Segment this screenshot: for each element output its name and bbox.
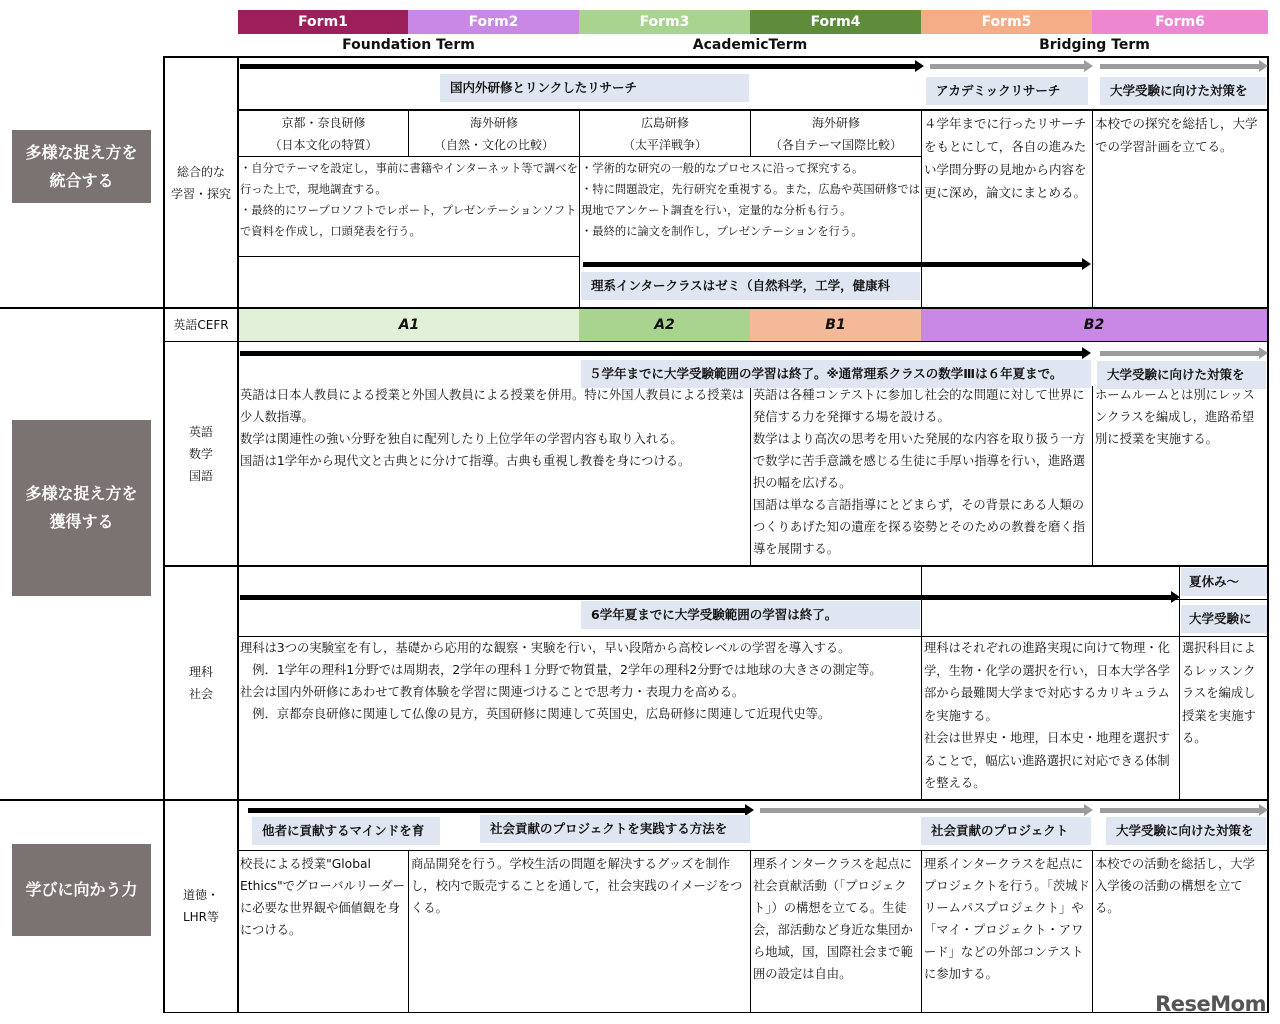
trip-hiroshima: 広島研修 （太平洋戦争） — [622, 116, 707, 152]
banner-science-seminar: 理系インタークラスはゼミ（自然科学，工学，健康科 — [581, 272, 920, 300]
arrow — [930, 64, 1085, 69]
banner-core-exam: 大学受験に向けた対策を — [1097, 361, 1266, 389]
cefr-b1: B1 — [750, 309, 921, 341]
banner-project: 社会貢献のプロジェクト — [921, 817, 1091, 845]
section-learn: 学びに向かう力 — [12, 844, 151, 936]
arrow — [240, 351, 1083, 356]
grid-line — [921, 850, 922, 1013]
banner-exam: 大学受験に向けた対策を — [1100, 77, 1266, 105]
cefr-a1: A1 — [239, 309, 579, 341]
grid-line — [921, 566, 922, 800]
science-desc-right: 選択科目によるレッスンクラスを編成し授業を実施する。 — [1182, 641, 1256, 745]
row-label-cefr: 英語CEFR — [173, 318, 229, 332]
grid-line — [408, 850, 409, 1013]
section-integrate: 多様な捉え方を 統合する — [12, 130, 151, 203]
banner-mind: 他者に貢献するマインドを育 — [252, 817, 440, 845]
row-label-inquiry: 総合的な 学習・探究 — [170, 165, 231, 201]
core-desc-left: 英語は日本人教員による授業と外国人教員による授業を併用。特に外国人教員による授業は少人数指導。 数学は関連性の強い分野を独自に配列したり上位学年の学習内容も取り入れる。 国語は1学年から現代文と古典とに分けて指導。古典も重視し教養を身につける。 — [240, 388, 745, 468]
grid-line — [0, 799, 1268, 801]
core-desc-right: ホームルームとは別にレッスンクラスを編成し，進路希望別に授業を実施する。 — [1095, 388, 1255, 446]
banner-core-main: ５学年までに大学受験範囲の学習は終了。※通常理系クラスの数学Ⅲは６年夏まで。 — [581, 360, 1091, 388]
form6-header: Form6 — [1092, 10, 1268, 34]
grid-line — [164, 341, 1268, 342]
cefr-a2: A2 — [579, 309, 750, 341]
form4-header: Form4 — [750, 10, 921, 34]
grid-line — [1092, 850, 1093, 1013]
grid-line — [164, 565, 1268, 567]
banner-moral-exam: 大学受験に向けた対策を — [1106, 817, 1266, 845]
moral-desc-form5: 理系インタークラスを起点にプロジェクトを行う。「茨城ドリームパスプロジェクト」や「マイ・プロジェクト・アワード」などの外部コンテストに参加する。 — [924, 857, 1090, 981]
term-foundation: Foundation Term — [342, 37, 475, 53]
grid-line — [238, 850, 1268, 851]
grid-line — [238, 109, 1268, 111]
moral-desc-form6: 本校での活動を総括し，大学入学後の活動の構想を立てる。 — [1095, 857, 1255, 915]
moral-desc-form2: 商品開発を行う。学校生活の問題を解決するグッズを制作し，校内で販売することを通して，社会実践のイメージをつくる。 — [411, 857, 743, 915]
banner-research: 国内外研修とリンクしたリサーチ — [440, 74, 749, 102]
row-label-core: 英語 数学 国語 — [188, 425, 213, 483]
banner-science-main: 6学年夏までに大学受験範囲の学習は終了。 — [581, 601, 920, 629]
arrow — [248, 808, 746, 813]
inquiry-desc-form6: 本校での探究を総括し，大学での学習計画を立てる。 — [1095, 116, 1258, 154]
banner-academic: アカデミックリサーチ — [926, 77, 1088, 105]
row-label-science: 理科 社会 — [188, 665, 213, 701]
arrow — [583, 262, 1083, 267]
banner-science-exam: 大学受験に — [1181, 605, 1267, 633]
core-desc-mid: 英語は各種コンテストに参加し社会的な問題に対して世界に発信する力を発揮する場を設ける。 数学はより高次の思考を用いた発展的な内容を取り扱う一方で数学に苦手意識を感じる生徒に手厚い指導を行い，進路選択の幅を広げる。 国語は単なる言語指導にとどまらず，その背景にある人類のつくりあげた知の遺産を探る姿勢とそのための教養を磨く指導を展開する。 — [753, 388, 1086, 556]
grid-line — [1092, 386, 1093, 566]
cefr-b2: B2 — [921, 309, 1267, 341]
form2-header: Form2 — [408, 10, 579, 34]
form5-header: Form5 — [921, 10, 1092, 34]
resemom-logo: ReseMom — [1155, 992, 1266, 1016]
arrow — [240, 64, 916, 69]
arrow — [240, 595, 1172, 600]
trip-overseas-2: 海外研修 （各自テーマ国際比較） — [769, 116, 902, 152]
grid-line — [921, 110, 922, 308]
form1-header: Form1 — [238, 10, 408, 34]
trip-kyoto-nara: 京都・奈良研修 （日本文化の特質） — [269, 116, 378, 152]
term-bridging: Bridging Term — [1039, 37, 1150, 53]
grid-line — [1092, 110, 1093, 308]
arrow — [760, 808, 1085, 813]
grid-line — [750, 850, 751, 1013]
grid-line — [1267, 56, 1269, 1013]
grid-line — [750, 386, 751, 566]
arrow — [1100, 64, 1260, 69]
grid-line — [164, 56, 1268, 58]
term-academic: AcademicTerm — [692, 37, 808, 53]
banner-method: 社会貢献のプロジェクトを実践する方法を — [480, 815, 750, 843]
moral-desc-form4: 理系インタークラスを起点に社会貢献活動（「プロジェクト」）の構想を立てる。生徒会，部活動など身近な集団から地域，国，国際社会まで範囲の設定は自由。 — [753, 857, 913, 981]
section-acquire: 多様な捉え方を 獲得する — [12, 420, 151, 596]
grid-line — [238, 256, 579, 257]
arrow — [1100, 808, 1260, 813]
science-desc-mid: 理科はそれぞれの進路実現に向けて物理・化学，生物・化学の選択を行い，日本大学各学部から最難関大学まで対応するカリキュラムを実施する。 社会は世界史・地理，日本史・地理を選択することで，幅広い進路選択に対応できる体制を整える。 — [924, 641, 1170, 790]
row-label-moral: 道徳・ LHR等 — [182, 888, 220, 924]
banner-summer: 夏休み～ — [1181, 568, 1267, 596]
form3-header: Form3 — [579, 10, 750, 34]
arrow — [1100, 351, 1260, 356]
inquiry-desc-form12: ・自分でテーマを設定し，事前に書籍やインターネット等で調べを行った上で，現地調査する。 ・最終的にワープロソフトでレポート，プレゼンテーションソフトで資料を作成し，口頭発表を行う。 — [240, 162, 578, 238]
inquiry-desc-form5: ４学年までに行ったリサーチをもとにして，各自の進みたい学問分野の見地から内容を更に深め，論文にまとめる。 — [924, 116, 1087, 200]
grid-line — [164, 1012, 1268, 1013]
inquiry-desc-form34: ・学術的な研究の一般的なプロセスに沿って探究する。 ・特に問題設定，先行研究を重視する。また，広島や英国研修では現地でアンケート調査を行い，定量的な分析も行う。 ・最終的に論文を制作し，プレゼンテーションを行う。 — [581, 162, 920, 238]
moral-desc-form1: 校長による授業"Global Ethics"でグローバルリーダーに必要な世界観や価値観を身につける。 — [240, 857, 405, 937]
science-desc-left: 理科は3つの実験室を有し，基礎から応用的な観察・実験を行い，早い段階から高校レベルの学習を導入する。 例．1学年の理科1分野では周期表，2学年の理科１分野で物質量，2学年の理科2分野では地球の大きさの測定等。 社会は国内外研修にあわせて教育体験を学習に関連づけることで思考力・表現力を高める。 例．京都奈良研修に関連して仏像の見方，英国研修に関連して英国史，広島研修に関連して近現代史等。 — [240, 641, 882, 721]
trip-overseas-1: 海外研修 （自然・文化の比較） — [433, 116, 554, 152]
